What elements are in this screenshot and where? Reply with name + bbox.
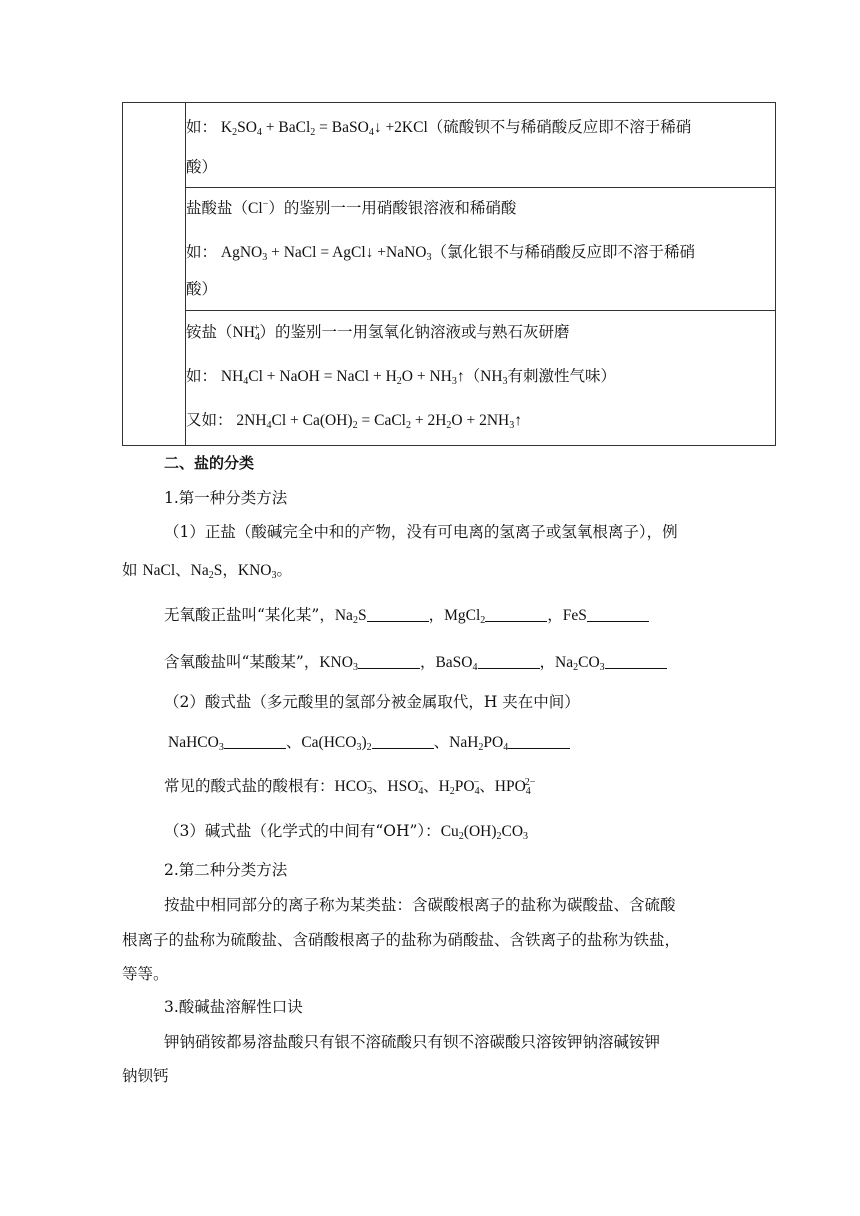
answer-blank[interactable] [358, 654, 420, 669]
method2-text-3: 等等。 [122, 965, 169, 983]
sulfate-example-cell [186, 103, 776, 188]
normal-salt-text: （1）正盐（酸碱完全中和的产物，没有可电离的氢离子或氢氧根离子），例 [164, 523, 678, 541]
answer-blank[interactable] [372, 734, 434, 749]
example-prefix: 如： [186, 243, 218, 261]
ammonium-equation: $NH_4Cl$ + NaOH = NaCl + $H_2O$ + $NH_3↑$ [217, 368, 465, 387]
example-prefix: 如： [186, 367, 218, 385]
method1-title: 1.第一种分类方法 [164, 489, 288, 507]
chloride-heading: 盐酸盐（Cl−）的鉴别一一用硝酸银溶液和稀硝酸 [186, 199, 517, 217]
acid-roots-label: 常见的酸式盐的酸根有： [164, 777, 335, 795]
ammonium-heading: 铵盐$(NH_4^+)$的鉴别一一用氢氧化钠溶液或与熟石灰研磨 [186, 323, 570, 343]
answer-blank[interactable] [605, 654, 667, 669]
oxysalt-line: 含氧酸盐叫“某酸某”，$KNO_3$ ，BaSO$_4$ ，$Na_2CO_3$ [164, 650, 667, 672]
normal-salt-examples: 如 NaCl、$Na_2S$，$KNO_3$。 [122, 561, 292, 581]
basic-salt-line: （3）碱式盐（化学式的中间有“OH”）：$Cu_2(OH)_2CO_3$ [164, 822, 529, 842]
sulfate-equation: $K_2SO_4$ + BaCl$_2$ = BaSO$_4$↓ +2KCl [217, 119, 428, 138]
table-row [123, 103, 776, 188]
ammonium-equation-line: 如： $NH_4Cl$ + NaOH = NaCl + $H_2O$ + $NH_3↑(NH_3$有刺激性气味） [186, 367, 617, 387]
sulfate-note: （硫酸钡不与稀硝酸反应即不溶于稀硝 [427, 118, 692, 136]
acid-salt-text: （2）酸式盐（多元酸里的氢部分被金属取代，H 夹在中间） [164, 693, 580, 711]
example-prefix: 如： [186, 118, 218, 136]
oxygen-free-salt-line: 无氧酸正盐叫“某化某”，$Na_2S$ ，MgCl$_2$ ，FeS [164, 603, 649, 625]
chloride-note-end: 酸） [186, 280, 218, 298]
answer-blank[interactable] [478, 654, 540, 669]
chloride-equation-line [186, 238, 775, 278]
table-row [123, 311, 776, 446]
chloride-equation: AgNO$_3$ + NaCl = AgCl↓ +NaNO$_3$ [217, 244, 432, 263]
method2-text-1: 按盐中相同部分的离子称为某类盐：含碳酸根离子的盐称为碳酸盐、含硫酸 [164, 896, 676, 914]
solubility-rhyme-1: 钾钠硝铵都易溶盐酸只有银不溶硫酸只有钡不溶碳酸只溶铵钾钠溶碱铵钾 [164, 1033, 661, 1051]
table-row [123, 188, 776, 311]
chloride-cell [186, 188, 776, 311]
answer-blank[interactable] [587, 607, 649, 622]
solubility-rhyme-2: 钠钡钙 [122, 1067, 169, 1085]
acid-salt-line: NaHCO$_3$ 、$Ca(HCO_3)_2$ 、$NaH_2PO_4$ [168, 730, 570, 752]
table-left-column [123, 103, 186, 446]
oxygen-free-label: 无氧酸正盐叫“某化某”， [164, 606, 335, 624]
acid-roots-line: 常见的酸式盐的酸根有：$HCO_3^-$、$HSO_4^-$、$H_2PO_4^-$、$HPO_4^{2-}$ [164, 777, 536, 797]
method2-title: 2.第二种分类方法 [164, 861, 288, 879]
identification-table [122, 102, 776, 446]
sulfate-note-end: 酸） [186, 158, 218, 176]
sulfate-equation-line [186, 107, 775, 147]
basic-salt-label: （3）碱式盐（化学式的中间有“OH”）： [164, 822, 441, 840]
ammonium-cell [186, 311, 776, 446]
answer-blank[interactable] [224, 734, 286, 749]
answer-blank[interactable] [508, 734, 570, 749]
oxysalt-label: 含氧酸盐叫“某酸某”， [164, 653, 320, 671]
ammonium-equation2-line [186, 409, 775, 432]
answer-blank[interactable] [485, 607, 547, 622]
ammonium-equation-2: $2NH_4Cl + Ca(OH)_2$ = CaCl$_2$ + $2H_2O$ + $2NH_3↑$ [232, 412, 522, 431]
method3-title: 3.酸碱盐溶解性口诀 [164, 998, 303, 1016]
method2-text-2: 根离子的盐称为硫酸盐、含硝酸根离子的盐称为硝酸盐、含铁离子的盐称为铁盐， [122, 931, 681, 949]
section-heading: 二、盐的分类 [164, 454, 255, 472]
answer-blank[interactable] [367, 607, 429, 622]
chloride-note: （氯化银不与稀硝酸反应即不溶于稀硝 [431, 243, 696, 261]
example-prefix: 又如： [186, 411, 233, 429]
